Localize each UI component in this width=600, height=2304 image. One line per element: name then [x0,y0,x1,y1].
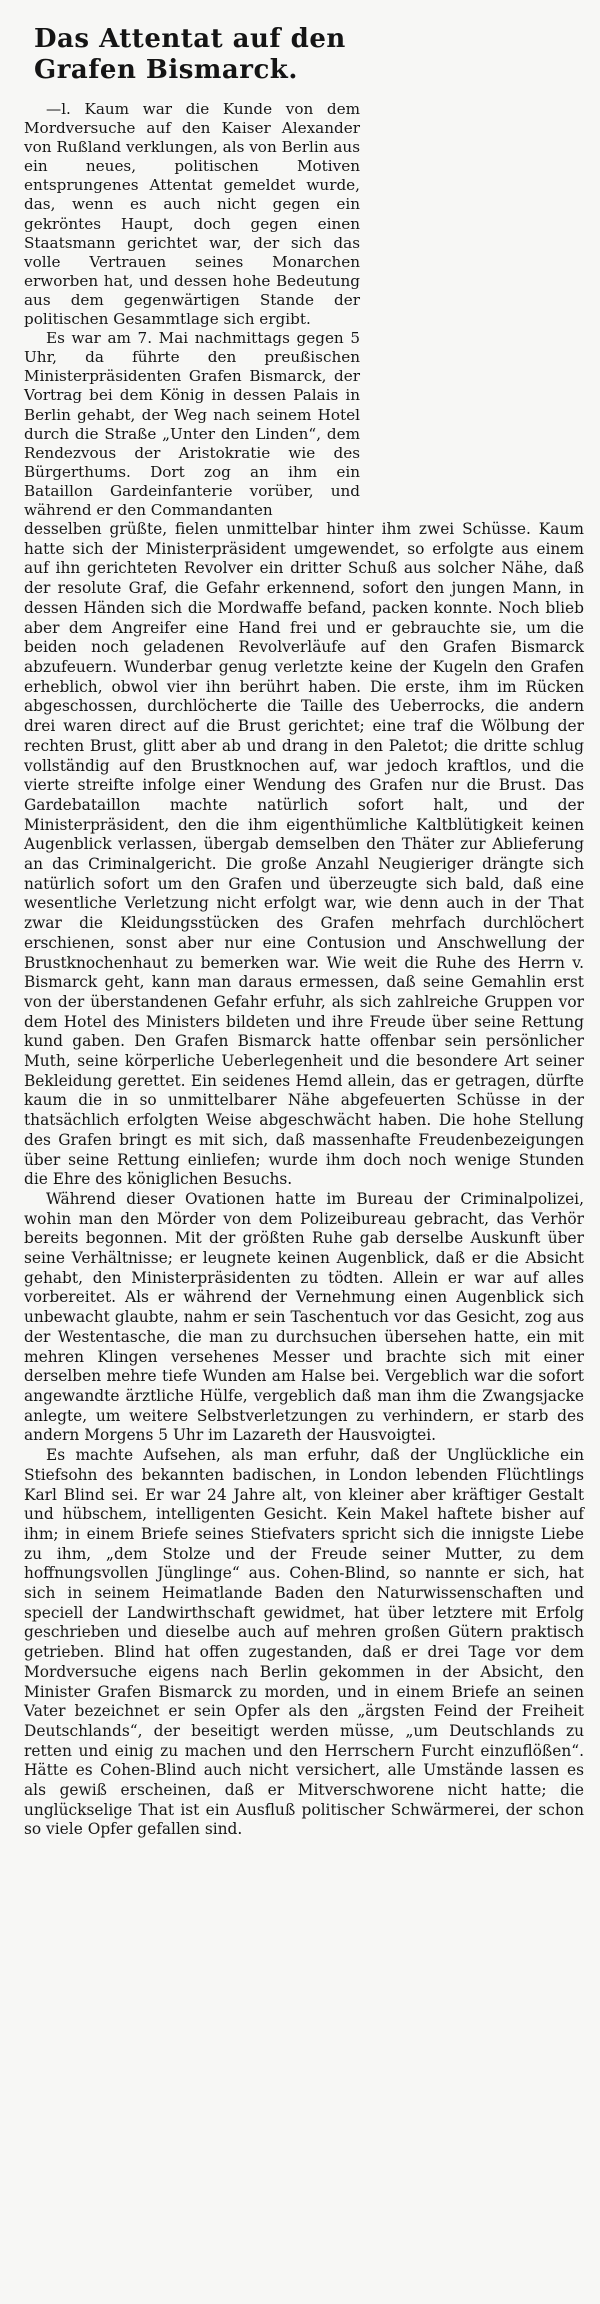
paragraph-interrogation: Während dieser Ovationen hatte im Bureau der Criminalpolizei, wohin man den Mörder von dem Polizeibureau gebracht, das Verhör bereits begonnen. Mit der größten Ruhe gab derselbe Auskunft über seine Verhältnisse; er leugnete keinen Augenblick, daß er die Absicht gehabt, den Ministerpräsidenten zu tödten. Allein er war auf alles vorbereitet. Als er während der Vernehmung einen Augenblick sich unbewacht glaubte, nahm er sein Taschentuch vor das Gesicht, zog aus der Westentasche, die man zu durchsuchen übersehen hatte, ein mit mehren Klingen versehenes Messer und brachte sich mit einer derselben mehre tiefe Wunden am Halse bei. Vergeblich war die sofort angewandte ärztliche Hülfe, vergeblich daß man ihm die Zwangsjacke anlegte, um weitere Selbstverletzungen zu verhindern, er starb des andern Morgens 5 Uhr im Lazareth der Hausvoigtei. [24,1189,584,1445]
paragraph-event: Es war am 7. Mai nachmittags gegen 5 Uhr, da führte den preußischen Ministerpräsidenten Grafen Bismarck, der Vortrag bei dem König in dessen Palais in Berlin gehabt, der Weg nach seinem Hotel durch die Straße „Unter den Linden“, dem Rendezvous der Aristokratie wie des Bürgerthums. Dort zog an ihm ein Bataillon Gardeinfanterie vorüber, und während er den Commandanten [24,329,360,519]
wide-column [24,520,584,1840]
paragraph-shots: desselben grüßte, fielen unmittelbar hinter ihm zwei Schüsse. Kaum hatte sich der Ministerpräsident umgewendet, so erfolgte aus einem auf ihn gerichteten Revolver ein dritter Schuß aus solcher Nähe, daß der resolute Graf, die Gefahr erkennend, sofort den jungen Mann, in dessen Händen sich die Mordwaffe befand, packen konnte. Noch blieb aber dem Angreifer eine Hand frei und er gebrauchte sie, um die beiden noch geladenen Revolverläufe auf den Grafen Bismarck abzufeuern. Wunderbar genug verletzte keine der Kugeln den Grafen erheblich, obwol vier ihn berührt haben. Die erste, ihm im Rücken abgeschossen, durchlöcherte die Taille des Ueberrocks, die andern drei waren direct auf die Brust gerichtet; eine traf die Wölbung der rechten Brust, glitt aber ab und drang in den Paletot; die dritte schlug vollständig auf den Brustknochen auf, war jedoch kraftlos, und die vierte streifte infolge einer Wendung des Grafen nur die Brust. Das Gardebataillon machte natürlich sofort halt, und der Ministerpräsident, den die ihm eigenthümliche Kaltblütigkeit keinen Augenblick verlassen, übergab demselben den Thäter zur Ablieferung an das Criminalgericht. Die große Anzahl Neugieriger drängte sich natürlich sofort um den Grafen und überzeugte sich bald, daß eine wesentliche Verletzung nicht erfolgt war, wie denn auch in der That zwar die Kleidungsstücken des Grafen mehrfach durchlöchert erschienen, sonst aber nur eine Contusion und Anschwellung der Brustknochenhaut zu bemerken war. Wie weit die Ruhe des Herrn v. Bismarck geht, kann man daraus ermessen, daß seine Gemahlin erst von der überstandenen Gefahr erfuhr, als sich zahlreiche Gruppen vor dem Hotel des Ministers bildeten und ihre Freude über seine Rettung kund gaben. Den Grafen Bismarck hatte offenbar sein persönlicher Muth, seine körperliche Ueberlegenheit und die besondere Art seiner Bekleidung gerettet. Ein seidenes Hemd allein, das er getragen, dürfte kaum die in so unmittelbarer Nähe abgefeuerten Schüsse in der thatsächlich erfolgten Weise abgeschwächt haben. Die hohe Stellung des Grafen bringt es mit sich, daß massenhafte Freudenbezeigungen über seine Rettung einliefen; wurde ihm doch noch wenige Stunden die Ehre des königlichen Besuchs. [24,520,584,1189]
paragraph-intro: —l. Kaum war die Kunde von dem Mordversuche auf den Kaiser Alexander von Rußland verklungen, als von Berlin aus ein neues, politischen Motiven entsprungenes Attentat gemeldet wurde, das, wenn es auch nicht gegen ein gekröntes Haupt, doch gegen einen Staatsmann gerichtet war, der sich das volle Vertrauen seines Monarchen erworben hat, und dessen hohe Bedeutung aus dem gegenwärtigen Stande der politischen Gesammtlage sich ergibt. [24,100,360,329]
paragraph-perpetrator: Es machte Aufsehen, als man erfuhr, daß der Unglückliche ein Stiefsohn des bekannten badischen, in London lebenden Flüchtlings Karl Blind sei. Er war 24 Jahre alt, von kleiner aber kräftiger Gestalt und hübschem, intelligenten Gesicht. Kein Makel haftete bisher auf ihm; in einem Briefe seines Stiefvaters spricht sich die innigste Liebe zu ihm, „dem Stolze und der Freude seiner Mutter, zu dem hoffnungsvollen Jünglinge“ aus. Cohen-Blind, so nannte er sich, hat sich in seinem Heimatlande Baden den Naturwissenschaften und speciell der Landwirthschaft gewidmet, hat über letztere mit Erfolg geschrieben und dieselbe auch auf mehren großen Gütern praktisch getrieben. Blind hat offen zugestanden, daß er drei Tage vor dem Mordversuche eigens nach Berlin gekommen in der Absicht, den Minister Grafen Bismarck zu morden, und in einem Briefe an seinen Vater bezeichnet er sein Opfer als den „ärgsten Feind der Freiheit Deutschlands“, der beseitigt werden müsse, „um Deutschlands zu retten und einig zu machen und den Herrschern Furcht einzuflößen“. Hätte es Cohen-Blind auch nicht versichert, alle Umstände lassen es als gewiß erscheinen, daß er Mitverschworene nicht hatte; die unglückselige That ist ein Ausfluß politischer Schwärmerei, der schon so viele Opfer gefallen sind. [24,1446,584,1839]
article-title: Das Attentat auf den Grafen Bismarck. [34,24,346,85]
narrow-column [24,100,360,520]
